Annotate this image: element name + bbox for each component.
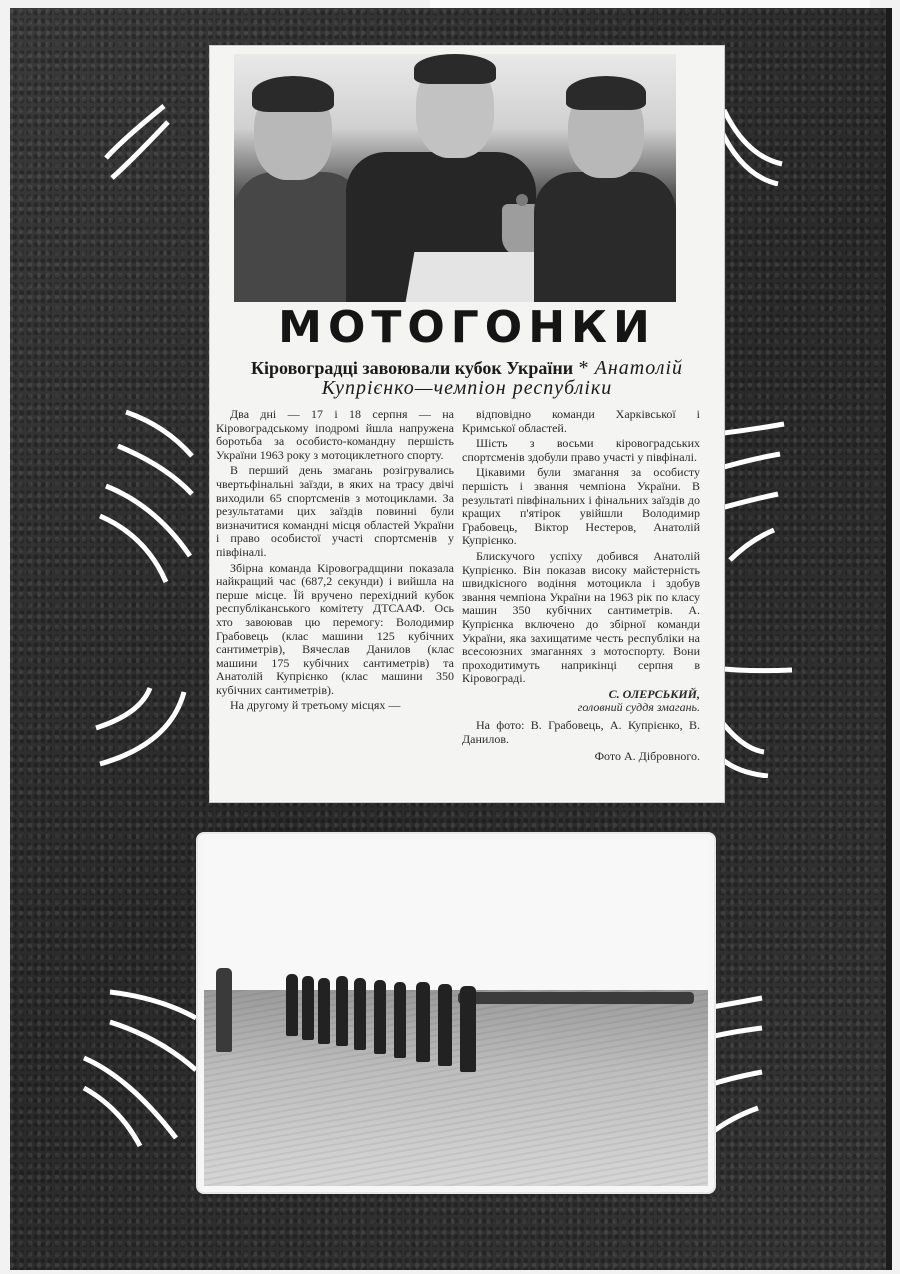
article-paragraph: відповідно команди Харківської і Кримської областей. xyxy=(462,407,700,435)
photo-figure xyxy=(354,978,366,1050)
album-page xyxy=(10,8,892,1270)
article-paragraph: Два дні — 17 і 18 серпня — на Кіровоградському іподромі йшла напружена боротьба за особисто-командну першість України 1963 року з мотоциклетного спорту. xyxy=(216,407,454,462)
photo-corner-top-left xyxy=(102,100,172,180)
photo-corner-mid-left xyxy=(96,406,196,586)
photo-corner-lower-left xyxy=(80,978,200,1148)
article-paragraph: Блискучого успіху добився Анатолій Купрієнко. Він показав високу майстерність швидкісного водіння мотоцикла і здобув звання чемпіона України на 1963 рік по класу машин 350 кубічних сантиметрів. А. Купрієнка включено до збірної команди України, яка захищатиме честь республіки на всесоюзних змаганнях з мотоспорту. Вони проходитимуть наприкінці серпня в Кіровограді. xyxy=(462,548,700,686)
article-subhead xyxy=(210,358,724,398)
article-column-right xyxy=(462,408,700,764)
photo-figure xyxy=(302,976,314,1040)
article-paragraph: Шість з восьми кіровоградських спортсменів здобули право участі у півфіналі. xyxy=(462,436,700,464)
article-paragraph: Цікавими були змагання за особисту першість і звання чемпіона України. В результаті півфінальних і фінальних заїздів до кращих п'ятірок увійшли Володимир Грабовець, Віктор Нестеров, Анатолій Купрієнко. xyxy=(462,465,700,548)
photo-figure xyxy=(394,982,406,1058)
top-paper-strip xyxy=(430,0,870,8)
paper-sheet xyxy=(406,252,545,302)
photo-corner-top-right xyxy=(716,106,786,186)
photo-figure xyxy=(286,974,298,1036)
photo-treeline xyxy=(458,992,694,1004)
photo-figure xyxy=(318,978,330,1044)
subhead-line-1-italic: * Анатолій xyxy=(577,357,684,379)
newspaper-clipping xyxy=(210,46,724,802)
photo-sky xyxy=(204,840,708,990)
photo-figure xyxy=(438,984,452,1066)
group-photo xyxy=(198,834,714,1192)
photo-corner-bottom-left xyxy=(90,684,190,784)
subhead-line-1: Кіровоградці завоювали кубок України xyxy=(250,358,574,378)
article-paragraph: Збірна команда Кіровоградщини показала найкращий час (687,2 секунди) і вийшла на перше місце. Їй вручено перехідний кубок республіканського комітету ДТСААФ. Ось хто завоював цю перемогу: Володимир Грабовець (клас машини 125 кубічних сантиметрів), Вячеслав Данилов (клас машини 175 кубічних сантиметрів) та Анатолій Купрієнко (клас машини 350 кубічних сантиметрів). xyxy=(216,560,454,697)
article-photo xyxy=(234,54,676,302)
article-paragraph: На другому й третьому місцях — xyxy=(230,698,401,713)
article-paragraph: В перший день змагань розігрувались чвертьфінальні заїзди, в яких на трасу двічі виходили 65 спортсменів з мотоциклами. За результатами цих заїздів повинні були визначитися командні місця областей України і право особистої участі спортсменів у півфіналі. xyxy=(216,463,454,559)
photo-field xyxy=(204,990,708,1186)
photo-caption: На фото: В. Грабовець, А. Купрієнко, В. Данилов. xyxy=(462,718,700,746)
photo-figure xyxy=(460,986,476,1072)
photo-figure-leader xyxy=(216,968,232,1052)
article-column-left xyxy=(216,408,454,715)
subhead-line-2: Купрієнко—чемпіон республіки xyxy=(321,377,613,399)
article-headline: МОТОГОНКИ xyxy=(278,302,656,353)
photo-credit: Фото А. Дібровного. xyxy=(594,749,700,764)
photo-figure xyxy=(336,976,348,1046)
photo-figure xyxy=(416,982,430,1062)
photo-person-right xyxy=(534,68,676,302)
photo-figure xyxy=(374,980,386,1054)
signature-role: головний суддя змагань. xyxy=(577,700,700,715)
photo-person-left xyxy=(234,62,364,302)
signature-name: С. ОЛЕРСЬКИЙ, xyxy=(608,686,700,701)
